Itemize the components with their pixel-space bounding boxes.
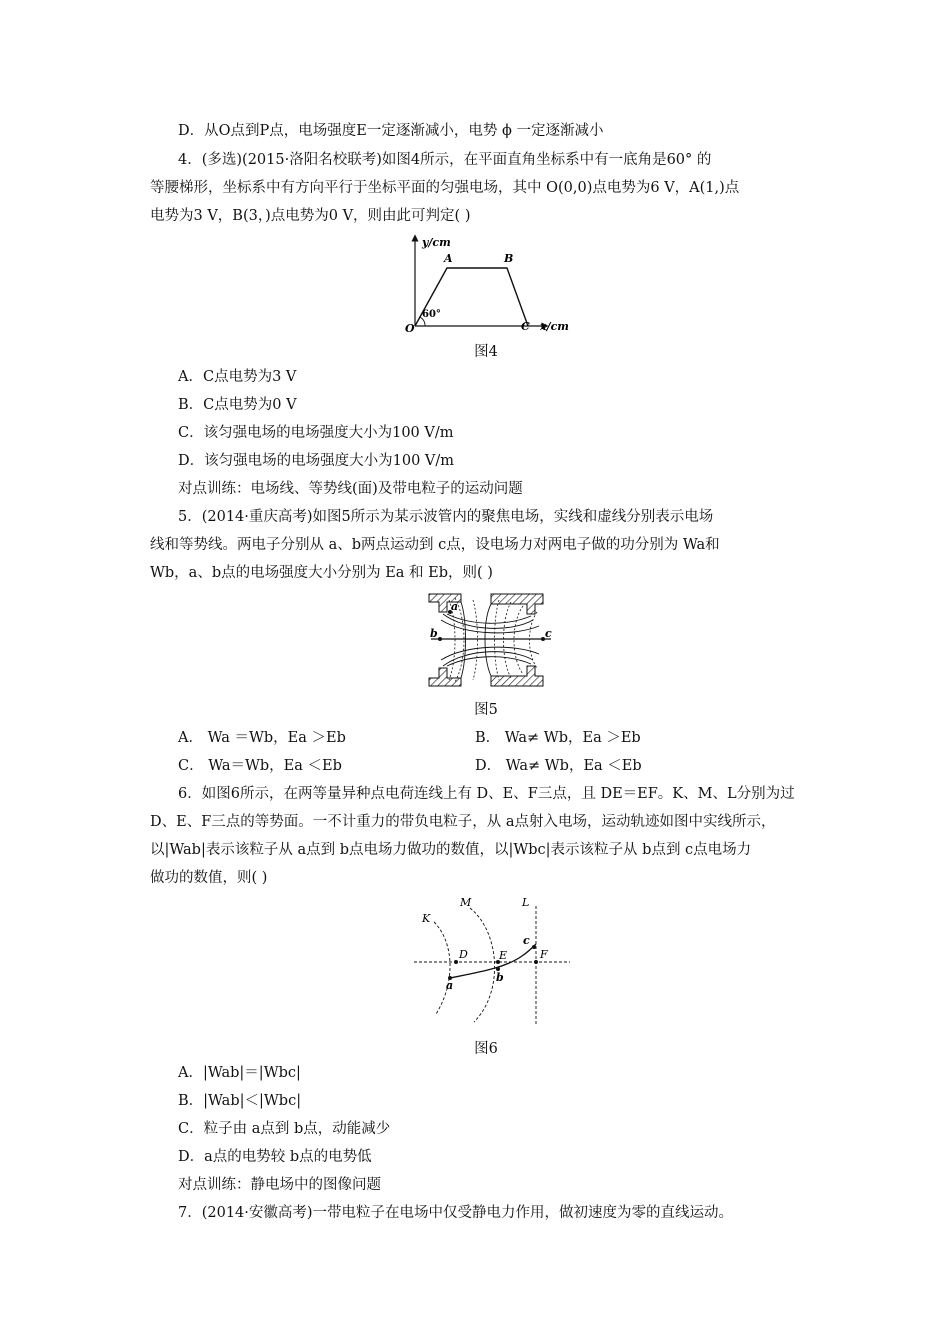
- q4-option-b: B．C点电势为0 V: [178, 397, 297, 413]
- label-l: L: [522, 896, 530, 909]
- label-a: a: [451, 600, 459, 613]
- angle-label: 60°: [422, 309, 441, 320]
- q4-option-d: D．该匀强电场的电场强度大小为100 V/m: [178, 453, 455, 469]
- label-b: b: [430, 627, 438, 640]
- point-c-label: C: [521, 320, 530, 333]
- q5-option-c: C． Wa＝Wb，Ea ＜Eb: [178, 758, 342, 774]
- q6-option-d: D．a点的电势较 b点的电势低: [178, 1149, 372, 1165]
- q4-stem-line1: 4．(多选)(2015·洛阳名校联考)如图4所示，在平面直角坐标系中有一底角是60° 的: [178, 152, 712, 168]
- q5-option-d: D． Wa≠ Wb，Ea ＜Eb: [475, 758, 642, 774]
- figure-6-caption: 图6: [474, 1041, 498, 1057]
- label-f: F: [540, 948, 548, 961]
- q6-option-a: A．|Wab|＝|Wbc|: [178, 1065, 301, 1081]
- q5-option-b: B． Wa≠ Wb，Ea ＞Eb: [475, 730, 641, 746]
- label-m: M: [460, 896, 472, 909]
- label-e: E: [499, 949, 508, 962]
- point-c: [532, 945, 536, 949]
- figure-5-caption: 图5: [474, 702, 498, 718]
- q5-option-a: A． Wa ＝Wb，Ea ＞Eb: [178, 730, 346, 746]
- figure-4-trapezoid: [395, 232, 585, 337]
- q3-option-d: D．从O点到P点，电场强度E一定逐渐减小，电势 ϕ 一定逐渐减小: [178, 123, 604, 139]
- label-c: c: [545, 627, 552, 640]
- electrode-bottom-left: [429, 668, 461, 686]
- point-b: [438, 637, 442, 641]
- figure-4-caption: 图4: [474, 344, 498, 360]
- q6-option-c: C．粒子由 a点到 b点，动能减少: [178, 1121, 391, 1137]
- label-c: c: [523, 934, 530, 947]
- label-d: D: [459, 948, 468, 961]
- q6-stem-line3: 以|Wab|表示该粒子从 a点到 b点电场力做功的数值，以|Wbc|表示该粒子从 b点到 c点电场力: [150, 842, 752, 858]
- section-heading-field-lines: 对点训练：电场线、等势线(面)及带电粒子的运动问题: [178, 481, 523, 497]
- x-axis-label: x/cm: [540, 320, 569, 333]
- figure-5-focusing-field: [427, 590, 555, 690]
- q5-stem-line3: Wb，a、b点的电场强度大小分别为 Ea 和 Eb，则( ): [150, 565, 493, 581]
- equipotential-k: [434, 922, 450, 1014]
- label-k: K: [422, 912, 431, 925]
- q6-stem-line2: D、E、F三点的等势面。一不计重力的带负电粒子，从 a点射入电场，运动轨迹如图中实线所示，: [150, 814, 776, 830]
- point-d: [454, 960, 458, 964]
- figure-6-equipotentials: [410, 892, 575, 1027]
- q4-stem-line3: 电势为3 V，B(3，)点电势为0 V，则由此可判定( ): [150, 208, 471, 224]
- electrode-bottom-right: [491, 666, 543, 686]
- q4-stem-line2: 等腰梯形，坐标系中有方向平行于坐标平面的匀强电场，其中 O(0,0)点电势为6 V，A(1,)点: [150, 180, 740, 196]
- origin-label: O: [405, 322, 415, 335]
- q6-option-b: B．|Wab|＜|Wbc|: [178, 1093, 302, 1109]
- q7-stem-line1: 7．(2014·安徽高考)一带电粒子在电场中仅受静电力作用，做初速度为零的直线运动。: [178, 1205, 734, 1221]
- point-f: [534, 960, 538, 964]
- q6-stem-line1: 6．如图6所示，在两等量异种点电荷连线上有 D、E、F三点，且 DE＝EF。K、M、L分别为过: [178, 786, 795, 802]
- q5-stem-line2: 线和等势线。两电子分别从 a、b两点运动到 c点，设电场力对两电子做的功分别为 Wa和: [150, 537, 720, 553]
- label-b: b: [496, 971, 504, 984]
- q6-stem-line4: 做功的数值，则( ): [150, 870, 268, 886]
- y-axis-label: y/cm: [422, 236, 451, 249]
- electrode-top-right: [491, 594, 543, 614]
- q4-option-c: C．该匀强电场的电场强度大小为100 V/m: [178, 425, 454, 441]
- point-a-label: A: [444, 252, 453, 265]
- equipotential-m: [470, 908, 495, 1022]
- label-a: a: [446, 979, 454, 992]
- q4-option-a: A．C点电势为3 V: [178, 369, 297, 385]
- q5-stem-line1: 5．(2014·重庆高考)如图5所示为某示波管内的聚焦电场，实线和虚线分别表示电场: [178, 509, 714, 525]
- point-b-label: B: [504, 252, 514, 265]
- section-heading-graphs: 对点训练：静电场中的图像问题: [178, 1177, 381, 1193]
